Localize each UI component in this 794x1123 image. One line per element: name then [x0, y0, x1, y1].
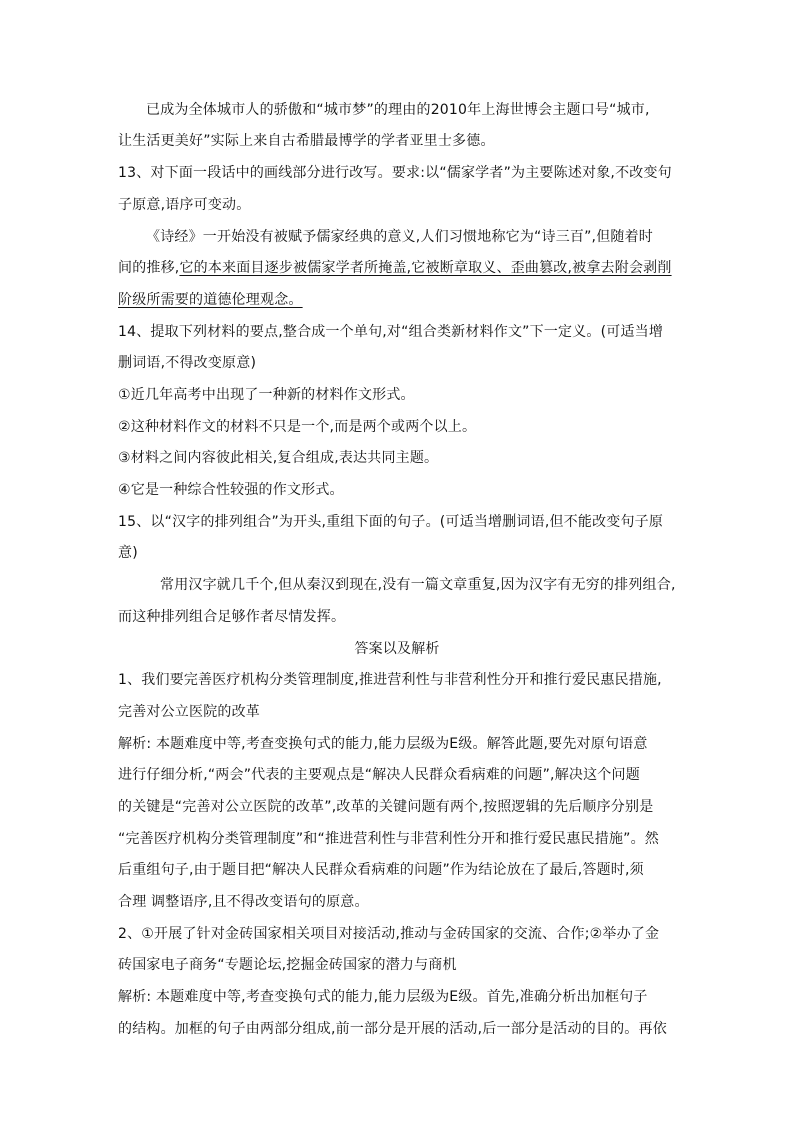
question-15-line: 15、以“汉字的排列组合”为开头,重组下面的句子。(可适当增删词语,但不能改变句子原 — [118, 514, 664, 530]
question-13-line: 13、对下面一段话中的画线部分进行改写。要求:以“儒家学者”为主要陈述对象,不改变句 — [118, 165, 672, 181]
analysis-line: 的结构。加框的句子由两部分组成,前一部分是开展的活动,后一部分是活动的目的。再依 — [118, 1021, 667, 1037]
analysis-line: 合理 调整语序,且不得改变语句的原意。 — [118, 894, 369, 910]
passage-text: 《诗经》一开始没有被赋予儒家经典的意义,人们习惯地称它为“诗三百”,但随着时 — [146, 229, 654, 245]
passage-line: 常用汉字就几千个,但从秦汉到现在,没有一篇文章重复,因为汉字有无穷的排列组合, — [160, 577, 676, 593]
paragraph-line: 已成为全体城市人的骄傲和“城市梦”的理由的2010年上海世博会主题口号“城市, — [146, 102, 650, 118]
analysis-line: 解析: 本题难度中等,考查变换句式的能力,能力层级为E级。解答此题,要先对原句语意 — [118, 736, 648, 752]
passage-line — [118, 290, 303, 310]
analysis-line: 进行仔细分析,“两会”代表的主要观点是“解决人民群众看病难的问题”,解决这个问题 — [118, 767, 640, 783]
question-14-line: 删词语,不得改变原意) — [118, 355, 257, 371]
analysis-line: 的关键是“完善对公立医院的改革”,改革的关键问题有两个,按照逻辑的先后顺序分别是 — [118, 799, 654, 815]
analysis-line: “完善医疗机构分类管理制度”和“推进营利性与非营利性分开和推行爱民惠民措施”。然 — [118, 831, 660, 847]
question-14-line: 14、提取下列材料的要点,整合成一个单句,对“组合类新材料作文”下一定义。(可适当增 — [118, 324, 664, 340]
material-item: ②这种材料作文的材料不只是一个,而是两个或两个以上。 — [118, 419, 477, 435]
passage-text: 间的推移, — [118, 260, 180, 276]
analysis-line: 解析: 本题难度中等,考查变换句式的能力,能力层级为E级。首先,准确分析出加框句子 — [118, 989, 648, 1005]
answer-line: 1、我们要完善医疗机构分类管理制度,推进营利性与非营利性分开和推行爱民惠民措施, — [118, 672, 662, 688]
answer-line: 完善对公立医院的改革 — [118, 704, 260, 720]
question-15-line: 意) — [118, 545, 138, 561]
material-item: ①近几年高考中出现了一种新的材料作文形式。 — [118, 387, 415, 403]
question-13-line: 子原意,语序可变动。 — [118, 197, 251, 213]
material-item: ④它是一种综合性较强的作文形式。 — [118, 482, 344, 498]
analysis-line: 后重组句子,由于题目把“解决人民群众看病难的问题”作为结论放在了最后,答题时,须 — [118, 862, 644, 878]
passage-line — [118, 258, 672, 278]
paragraph-line: 让生活更美好”实际上来自古希腊最博学的学者亚里士多德。 — [118, 133, 495, 149]
answer-line: 2、①开展了针对金砖国家相关项目对接活动,推动与金砖国家的交流、合作;②举办了金 — [118, 926, 660, 942]
section-heading: 答案以及解析 — [354, 641, 440, 657]
passage-line — [146, 227, 653, 247]
passage-line: 而这种排列组合足够作者尽情发挥。 — [118, 609, 346, 625]
underlined-text: 它的本来面目逐步被儒家学者所掩盖,它被断章取义、歪曲篡改,被拿去附会剥削 — [179, 260, 672, 276]
underlined-text: 阶级所需要的道德伦理观念。 — [118, 292, 303, 308]
material-item: ③材料之间内容彼此相关,复合组成,表达共同主题。 — [118, 450, 439, 466]
answer-line: 砖国家电子商务“专题论坛,挖掘金砖国家的潜力与商机 — [118, 957, 457, 973]
